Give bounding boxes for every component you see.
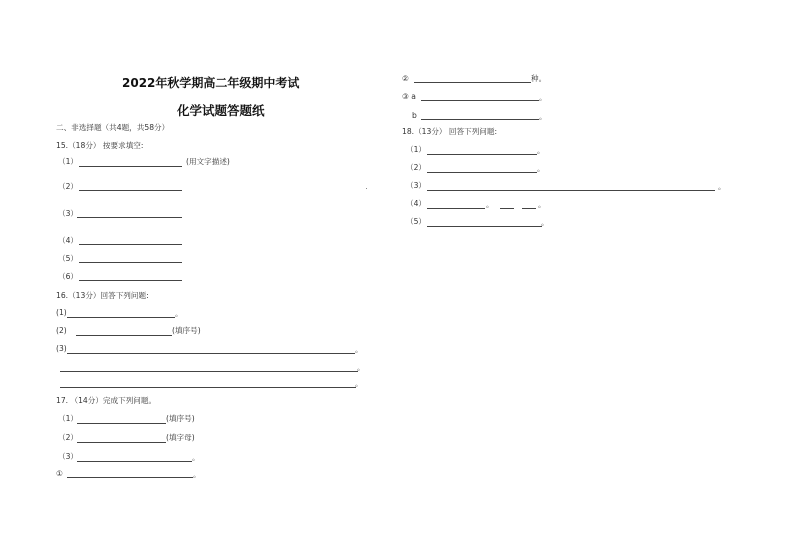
q17-answer-3[interactable] bbox=[77, 461, 192, 462]
exam-title: 2022年秋学期高二年级期中考试 bbox=[122, 76, 300, 90]
answer-sheet-title: 化学试题答题纸 bbox=[177, 103, 265, 118]
q15-item-1-label: （1） bbox=[58, 157, 79, 166]
q15-answer-1[interactable] bbox=[79, 166, 182, 167]
q15-item-4-label: （4） bbox=[58, 236, 79, 245]
q18-item-2-label: （2） bbox=[406, 163, 427, 172]
q16-answer-3c[interactable] bbox=[60, 387, 356, 388]
q16-answer-2[interactable] bbox=[76, 335, 172, 336]
right-item-2-label: ② bbox=[402, 74, 409, 83]
q16-heading: 16.（13分）回答下列问题: bbox=[56, 291, 149, 300]
q16-period-3c: 。 bbox=[355, 379, 363, 388]
q18-answer-4c[interactable] bbox=[522, 208, 536, 209]
q18-answer-4a[interactable] bbox=[427, 208, 485, 209]
q16-item-1-label: (1) bbox=[56, 308, 67, 317]
q17-note-1: (填序号) bbox=[166, 414, 195, 423]
q15-answer-3[interactable] bbox=[77, 217, 182, 218]
q18-period-2: 。 bbox=[537, 164, 545, 173]
q15-answer-4[interactable] bbox=[79, 244, 182, 245]
q17-answer-4[interactable] bbox=[67, 477, 193, 478]
q18-item-1-label: （1） bbox=[406, 145, 427, 154]
q18-item-3-label: （3） bbox=[406, 181, 427, 190]
q15-item-5-label: （5） bbox=[58, 254, 79, 263]
q16-period-1: 。 bbox=[175, 309, 183, 318]
right-answer-3b[interactable] bbox=[421, 119, 539, 120]
q17-period-4: 。 bbox=[193, 470, 201, 479]
q15-answer-5[interactable] bbox=[79, 262, 182, 263]
q15-item-6-label: （6） bbox=[58, 272, 79, 281]
q16-item-2-label: (2) bbox=[56, 326, 67, 335]
q17-heading: 17. （14分）完成下列问题。 bbox=[56, 396, 157, 405]
q17-note-2: (填字母) bbox=[166, 433, 195, 442]
q17-answer-1[interactable] bbox=[77, 423, 166, 424]
q15-heading: 15.（18分） 按要求填空: bbox=[56, 141, 144, 150]
q15-answer-2[interactable] bbox=[79, 190, 182, 191]
q16-item-3-label: (3) bbox=[56, 344, 67, 353]
q18-period-4a: 。 bbox=[486, 200, 494, 209]
q16-period-3b: 。 bbox=[357, 363, 365, 372]
q17-answer-2[interactable] bbox=[77, 442, 166, 443]
q16-answer-3a[interactable] bbox=[67, 353, 355, 354]
q17-item-4-label: ① bbox=[56, 469, 63, 478]
q18-heading: 18.（13分） 回答下列问题: bbox=[402, 127, 498, 136]
right-item-3a-label: ③ a bbox=[402, 92, 416, 101]
q18-item-4-label: （4） bbox=[406, 199, 427, 208]
right-item-3b-label: b bbox=[412, 111, 417, 120]
q18-answer-4b[interactable] bbox=[500, 208, 514, 209]
q18-period-1: 。 bbox=[537, 146, 545, 155]
stray-dot bbox=[366, 188, 367, 189]
right-period-3a: 。 bbox=[539, 93, 547, 102]
q18-answer-5[interactable] bbox=[427, 226, 542, 227]
q15-item-3-label: （3） bbox=[58, 209, 79, 218]
q18-item-5-label: （5） bbox=[406, 217, 427, 226]
q17-item-1-label: （1） bbox=[58, 414, 79, 423]
q18-answer-2[interactable] bbox=[427, 172, 537, 173]
q18-answer-1[interactable] bbox=[427, 154, 537, 155]
right-item-2-suffix: 种。 bbox=[531, 74, 547, 83]
q18-period-5: 。 bbox=[541, 218, 549, 227]
q16-answer-3b[interactable] bbox=[60, 371, 358, 372]
q17-item-3-label: （3） bbox=[58, 452, 79, 461]
q16-note-2: (填序号) bbox=[172, 326, 201, 335]
q16-period-3a: 。 bbox=[355, 345, 363, 354]
q15-item-2-label: （2） bbox=[58, 182, 79, 191]
q17-period-3: 。 bbox=[192, 453, 200, 462]
q18-period-4b: 。 bbox=[538, 200, 546, 209]
right-answer-3a[interactable] bbox=[421, 100, 539, 101]
right-answer-2[interactable] bbox=[414, 82, 531, 83]
q18-answer-3[interactable] bbox=[427, 190, 715, 191]
q16-answer-1[interactable] bbox=[67, 317, 175, 318]
right-period-3b: 。 bbox=[539, 112, 547, 121]
q17-item-2-label: （2） bbox=[58, 433, 79, 442]
section-heading: 二、非选择题（共4题，共58分） bbox=[56, 123, 170, 132]
q15-note-1: (用文字描述) bbox=[186, 157, 230, 166]
q18-period-3: 。 bbox=[718, 182, 726, 191]
q15-answer-6[interactable] bbox=[79, 280, 182, 281]
